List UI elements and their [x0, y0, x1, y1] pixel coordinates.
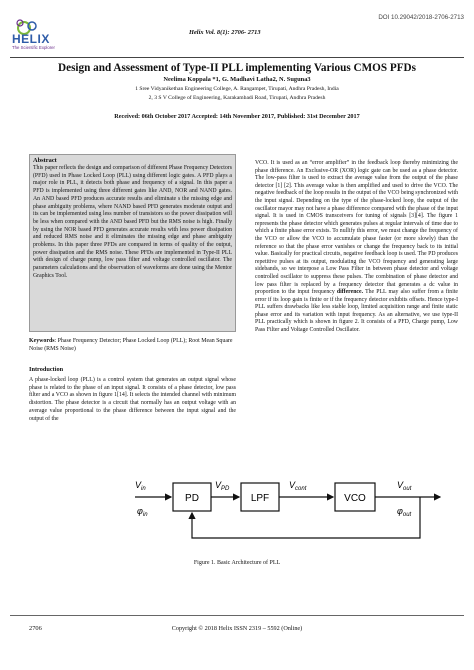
introduction-text: A phase-locked loop (PLL) is a control system that generates an output signal whose phase is related to the phase of an input signal. It consists of a phase detector, low pass filter and a VCO as shown in figure 1[14]. It selects the intended channel with minimum distortion. The phase detector is a circuit that normally has an output voltage with an average value proportional to the phase difference between the input signal and the output of the — [29, 377, 236, 422]
label-vout: $V_{out}$ — [397, 480, 412, 492]
keywords-text: : Phase Frequency Detector; Phase Locked Loop (PLL); Root Mean Square Noise (RMS Noise) — [29, 338, 233, 352]
logo-tagline: The Scientific Explorer — [12, 45, 55, 50]
pll-block-diagram — [135, 466, 445, 548]
vco-label: VCO — [344, 493, 366, 504]
abstract-heading: Abstract — [33, 157, 57, 164]
label-phi-out: $\varphi_{out}$ — [397, 506, 412, 518]
abstract-text: This paper reflects the design and comparison of different Phase Frequency Detectors (PFD) used in Phase Locked Loop (PLL) using different logic gates. A PFD plays a major role in PLL, it detects both phase and frequency of a signal. In this paper a PFD is implemented using three different gates like AND, NOR and NAND gates. An AND based PFD produces accurate results and eliminate s the missing edge and phase ambiguity problems, where NAND based PFD generates moderate output and its can be implemented using less number of transistors so the power dissipation will be less when compared with the AND based PFD but the RMS noise is high. Finally by using the NOR based PFD generates accurate results with less power dissipation and reduced RMS noise and it eliminates the missing edge and phase ambiguity problems. In this paper three PFDs are compared in terms of quality of the output, power dissipation and the RMS noise. These PFDs are implemented in Type-II PLL with design of charge pump, low pass filter and voltage controlled oscillator. The parameters calculations and the observation of waveforms are done using the Mentor Graphics Tool. — [33, 165, 232, 279]
header-rule — [10, 57, 464, 58]
right-column-text-b: The PLL may also suffer from a finite error if its loop gain is finite or if the frequency detector exhibits offsets. Hence type-I PLL suffers drawbacks like less stable loop, limited acquisition range and finite static phase error and its variation with input frequency. As an alternative, we use type-II PLL practically which is shown in figure 2. It consists of a PFD, Charge pump, Low Pass Filter and Voltage Controlled Oscillator. — [255, 289, 458, 334]
keywords-label: Keywords — [29, 338, 55, 344]
publication-dates: Received: 06th October 2017 Accepted: 14th November 2017, Published: 31st December 2017 — [114, 113, 360, 120]
journal-reference: Helix Vol. 8(1): 2706- 2713 — [189, 29, 261, 36]
logo-word: HELIX — [12, 32, 50, 46]
keywords — [29, 338, 236, 353]
footer-rule — [10, 615, 464, 616]
right-column-text — [255, 160, 458, 335]
label-phi-in: $\varphi_{in}$ — [137, 506, 148, 518]
paper-authors: Neelima Koppala *1, G. Madhavi Latha2, N. Suguna3 — [163, 76, 311, 83]
affiliation-1: 1 Sree Vidyanikethan Engineering College, A. Rangampet, Tirupati, Andhra Pradesh, India — [135, 86, 339, 92]
abstract-box — [29, 154, 236, 332]
copyright-text: Copyright © 2018 Helix ISSN 2319 – 5592 (Online) — [171, 625, 303, 632]
lpf-label: LPF — [250, 493, 270, 504]
right-column-text-a: VCO. It is used as an “error amplifier” in the feedback loop thereby minimizing the phase difference. An Exclusive-OR (XOR) logic gate can be used as a phase detector. The low-pass filter is used to extract the average value from the output of the phase detector [1] [2]. This average value is then amplified and used to drive the VCO. The negative feedback of the loop results in the output of the VCO being synchronized with the input signal. Depending on the type of the phase-locked loop, the output of the oscillator mayor may not have a phase difference compared with the phase of the input signal. It is used in CMOS transceivers for tuning of signals [3][4]. The figure 1 represents the phase detector which generates pulses at regular intervals of time due to which a finite phase error exists. To nullify this error, we must change the frequency of the VCO or allow the VCO to accumulate phase faster (or more slowly) than the reference so that the phase error vanishes or change the frequency back to its initial value. Basically for practical circuits, negative feedback loop is used. The PD produces repetitive pulses at its output, modulating the VCO frequency and generating large sidebands, so we interpose a Low Pass Filter in between phase detector and voltage controlled oscillator to suppress these pulses. The combination of phase detector and low pass filter is replaced by a frequency detector that generates a dc value in proportion to the input frequency — [255, 160, 458, 296]
paper-title: Design and Assessment of Type-II PLL implementing Various CMOS PFDs — [58, 62, 416, 74]
label-vcont: $V_{cont}$ — [289, 480, 307, 492]
pd-label: PD — [185, 493, 199, 504]
figure-caption: Figure 1. Basic Architecture of PLL — [193, 560, 281, 566]
doi-text: DOI 10.29042/2018-2706-2713 — [378, 14, 464, 21]
introduction-heading: Introduction — [29, 366, 64, 373]
page-number: 2706 — [29, 625, 42, 632]
right-column-bold-phrase: difference. — [336, 289, 364, 296]
label-vin: $V_{in}$ — [135, 480, 146, 492]
affiliation-2: 2, 3 S V College of Engineering, Karakambadi Road, Tirupati, Andhra Pradesh — [148, 95, 326, 101]
feedback-line — [192, 497, 420, 538]
label-vpd: $V_{PD}$ — [215, 480, 230, 492]
